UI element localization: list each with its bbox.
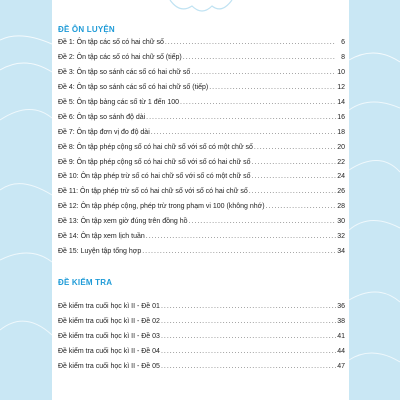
toc-entry-title: Đề 4: Ôn tập so sánh các số có hai chữ số (tiếp) [58,83,209,91]
toc-entry[interactable] [58,363,345,378]
toc-entry-page-number: 16 [337,113,345,121]
toc-entry-title: Đề 8: Ôn tập phép cộng số có hai chữ số với số có một chữ số [58,143,253,151]
toc-dot-leader [189,218,336,225]
toc-entry-page-number: 10 [337,68,345,76]
toc-dot-leader [254,144,336,151]
toc-entry[interactable] [58,54,345,69]
toc-entry-page-number: 12 [337,83,345,91]
toc-entry-page-number: 34 [337,248,345,256]
toc-entry-page-number: 47 [337,362,345,370]
header-cloud-decoration [52,0,349,20]
toc-entry[interactable] [58,188,345,203]
toc-entry[interactable] [58,248,345,263]
toc-dot-leader [249,188,336,195]
toc-entry[interactable] [58,159,345,174]
toc-dot-leader [209,84,336,91]
toc-dot-leader [161,318,336,325]
toc-entry-title: Đề 14: Ôn tập xem lịch tuần [58,233,145,241]
toc-entry-page-number: 6 [341,39,345,46]
toc-dot-leader [252,159,336,166]
toc-entry[interactable] [58,173,345,188]
toc-entry-title: Đề 12: Ôn tập phép cộng, phép trừ trong phạm vi 100 (không nhớ) [58,203,265,211]
toc-entry[interactable] [58,333,345,348]
toc-list-de-on-luyen [58,39,345,263]
toc-entry-page-number: 26 [337,188,345,196]
table-of-contents-page [52,0,349,400]
toc-entry-page-number: 41 [337,332,345,340]
toc-dot-leader [165,39,336,46]
toc-dot-leader [266,203,336,210]
toc-entry-page-number: 24 [337,173,345,181]
toc-entry[interactable] [58,233,345,248]
toc-dot-leader [146,114,336,121]
toc-entry[interactable] [58,84,345,99]
toc-entry-page-number: 32 [337,233,345,241]
toc-entry-page-number: 36 [337,303,345,310]
toc-entry[interactable] [58,129,345,144]
toc-dot-leader [161,348,336,355]
toc-dot-leader [146,233,336,240]
toc-dot-leader [161,363,336,370]
toc-dot-leader [142,248,336,255]
toc-entry-page-number: 20 [337,143,345,151]
toc-entry[interactable] [58,203,345,218]
toc-entry[interactable] [58,39,345,54]
toc-entry[interactable] [58,318,345,333]
toc-entry-title: Đề 6: Ôn tập so sánh độ dài [58,113,146,121]
toc-entry-title: Đề kiểm tra cuối học kì II - Đề 04 [58,347,160,355]
toc-entry-page-number: 44 [337,347,345,355]
toc-entry-title: Đề 2: Ôn tập các số có hai chữ số (tiếp) [58,53,182,61]
section-title-de-on-luyen: ĐỀ ÔN LUYỆN [58,25,115,34]
toc-dot-leader [180,99,336,106]
toc-entry-title: Đề 5: Ôn tập bảng các số từ 1 đến 100 [58,98,180,106]
toc-entry-page-number: 38 [337,317,345,325]
toc-entry-page-number: 22 [337,158,345,166]
toc-dot-leader [191,69,336,76]
toc-entry[interactable] [58,69,345,84]
toc-entry-page-number: 8 [341,53,345,61]
toc-dot-leader [252,173,336,180]
toc-entry-title: Đề 11: Ôn tập phép trừ số có hai chữ số với số có hai chữ số [58,188,248,196]
toc-entry-page-number: 18 [337,128,345,136]
toc-entry-page-number: 28 [337,203,345,211]
toc-entry-page-number: 30 [337,218,345,226]
toc-entry-title: Đề kiểm tra cuối học kì II - Đề 05 [58,362,160,370]
toc-entry[interactable] [58,114,345,129]
toc-entry-title: Đề 7: Ôn tập đơn vị đo độ dài [58,128,150,136]
toc-dot-leader [161,333,336,340]
toc-entry-title: Đề kiểm tra cuối học kì II - Đề 03 [58,332,160,340]
toc-entry-title: Đề 10: Ôn tập phép trừ số có hai chữ số với số có một chữ số [58,173,251,181]
toc-entry-title: Đề kiểm tra cuối học kì II - Đề 01 [58,303,160,310]
toc-dot-leader [183,54,336,61]
toc-entry-title: Đề 1: Ôn tập các số có hai chữ số [58,39,164,46]
toc-entry-title: Đề kiểm tra cuối học kì II - Đề 02 [58,317,160,325]
toc-list-de-kiem-tra [58,303,345,378]
toc-entry-title: Đề 9: Ôn tập phép cộng số có hai chữ số với số có hai chữ số [58,158,251,166]
toc-entry-page-number: 14 [337,98,345,106]
toc-entry[interactable] [58,218,345,233]
toc-entry-title: Đề 3: Ôn tập so sánh các số có hai chữ số [58,68,191,76]
section-title-de-kiem-tra: ĐỀ KIỂM TRA [58,278,113,287]
toc-dot-leader [151,129,336,136]
toc-entry[interactable] [58,303,345,318]
toc-entry[interactable] [58,99,345,114]
toc-entry-title: Đề 15: Luyện tập tổng hợp [58,248,142,256]
toc-entry[interactable] [58,144,345,159]
toc-entry-title: Đề 13: Ôn tập xem giờ đúng trên đồng hồ [58,218,188,226]
toc-entry[interactable] [58,348,345,363]
toc-dot-leader [161,303,336,310]
